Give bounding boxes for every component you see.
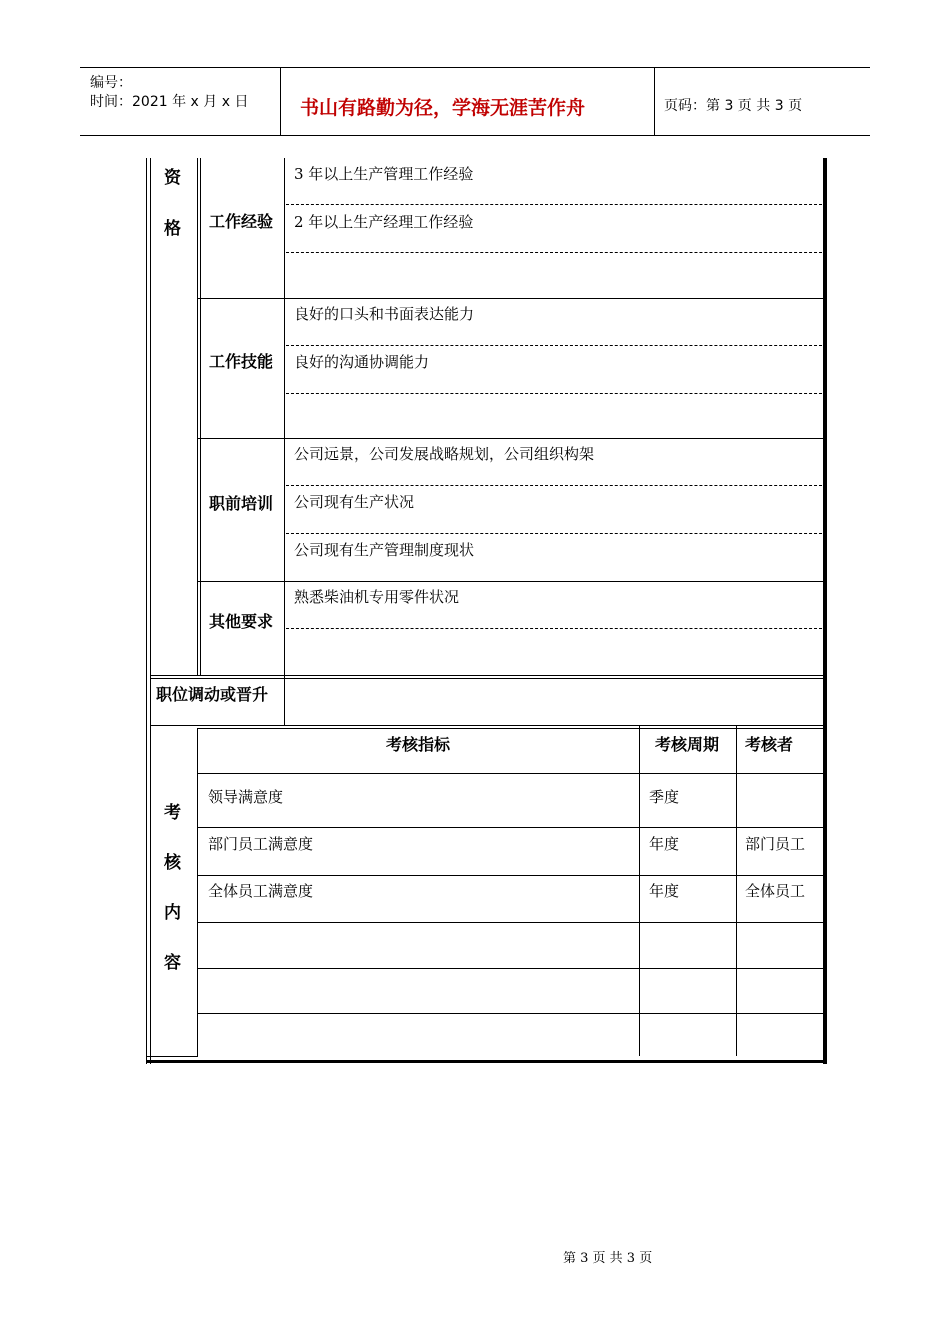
document-number-label: 编号： (90, 75, 132, 91)
column-header-period: 考核周期 (655, 735, 720, 754)
qualification-section-char-1: 资 (164, 168, 181, 188)
header-motto: 书山有路勤为径，学海无涯苦作舟 (300, 97, 586, 119)
work-experience-line-1: 3 年以上生产管理工作经验 (294, 165, 474, 183)
indicator-cell: 领导满意度 (208, 788, 284, 806)
period-cell: 年度 (649, 882, 680, 900)
document-date-label: 时间：2021 年 x 月 x 日 (90, 94, 249, 110)
work-skills-line-2: 良好的沟通协调能力 (294, 353, 430, 371)
indicator-cell: 部门员工满意度 (208, 835, 314, 853)
qualification-section-char-2: 格 (164, 219, 181, 239)
work-skills-line-1: 良好的口头和书面表达能力 (294, 305, 475, 323)
transfer-label: 职位调动或晋升 (156, 685, 269, 704)
other-requirements-label: 其他要求 (209, 612, 274, 631)
column-header-indicator: 考核指标 (386, 735, 451, 754)
assessment-section-char-4: 容 (164, 953, 181, 973)
period-cell: 年度 (649, 835, 680, 853)
pre-job-training-label: 职前培训 (209, 494, 274, 513)
work-skills-label: 工作技能 (209, 352, 274, 371)
pre-job-training-line-2: 公司现有生产状况 (294, 493, 415, 511)
indicator-cell: 全体员工满意度 (208, 882, 314, 900)
column-header-assessor: 考核者 (745, 735, 794, 754)
assessment-section-char-1: 考 (164, 803, 181, 823)
pre-job-training-line-3: 公司现有生产管理制度现状 (294, 541, 475, 559)
assessment-section-char-3: 内 (164, 903, 181, 923)
assessor-cell: 全体员工 (745, 882, 806, 900)
header-page-number: 页码：第 3 页 共 3 页 (664, 98, 803, 114)
other-requirements-line-1: 熟悉柴油机专用零件状况 (294, 588, 460, 606)
pre-job-training-line-1: 公司远景，公司发展战略规划，公司组织构架 (294, 445, 595, 463)
work-experience-label: 工作经验 (209, 212, 274, 231)
assessment-section-char-2: 核 (164, 853, 181, 873)
work-experience-line-2: 2 年以上生产经理工作经验 (294, 213, 474, 231)
page-footer: 第 3 页 共 3 页 (563, 1251, 653, 1266)
assessor-cell: 部门员工 (745, 835, 806, 853)
period-cell: 季度 (649, 788, 680, 806)
